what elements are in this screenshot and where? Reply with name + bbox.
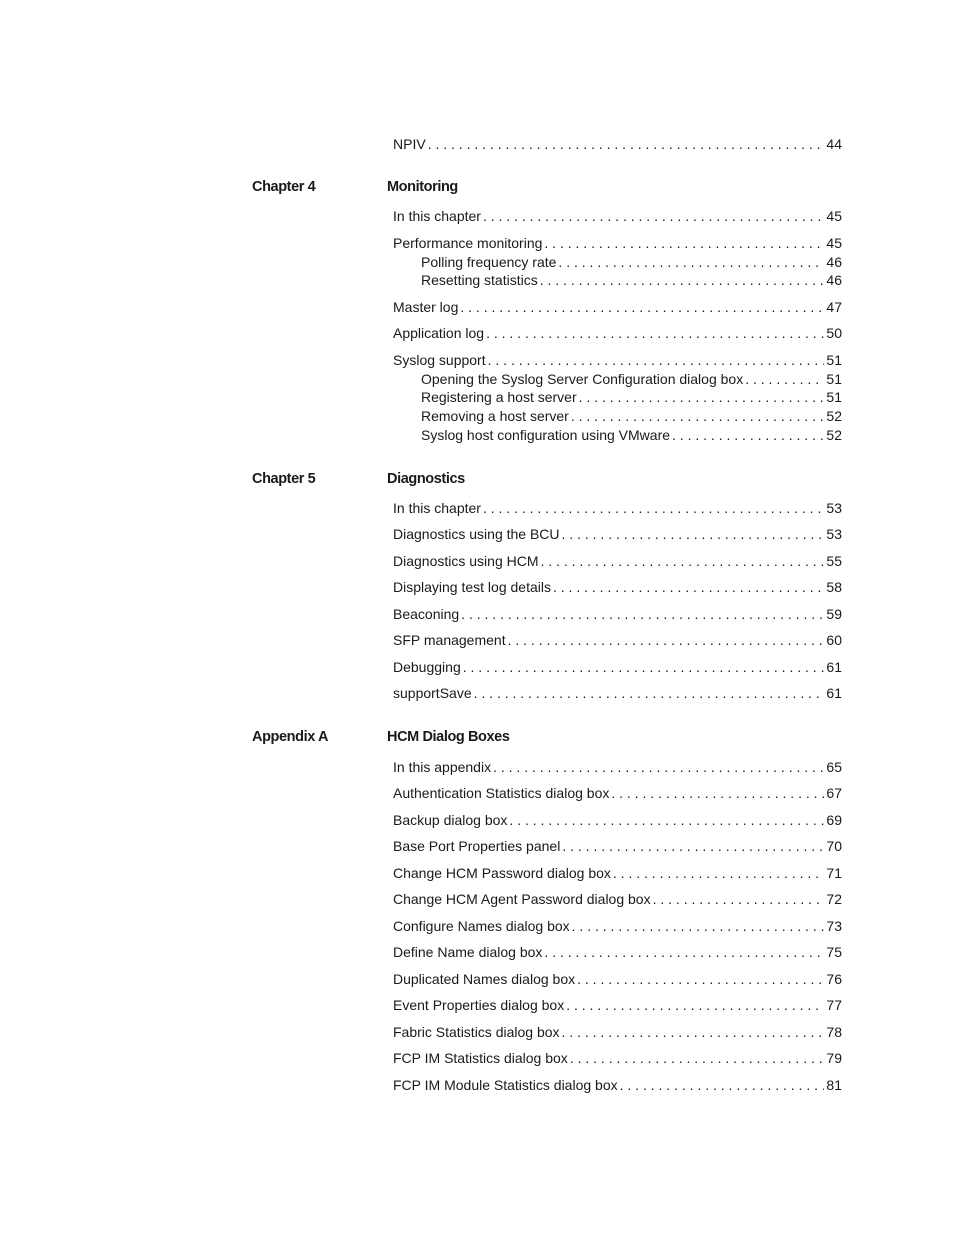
toc-entry[interactable] — [393, 605, 842, 623]
toc-entry-page: 76 — [826, 971, 842, 987]
toc-entry-page: 73 — [826, 918, 842, 934]
toc-entry-page: 51 — [826, 371, 842, 387]
toc-entry-title: In this chapter — [393, 208, 481, 224]
toc-entry[interactable] — [393, 1049, 842, 1067]
toc-entry-title: Event Properties dialog box — [393, 997, 565, 1013]
toc-entry-page: 65 — [826, 759, 842, 775]
toc-subentry[interactable] — [421, 253, 842, 271]
toc-entry-page: 69 — [826, 812, 842, 828]
toc-entry-page: 50 — [826, 325, 842, 341]
toc-entry[interactable] — [393, 525, 842, 543]
toc-entry-page: 45 — [826, 208, 842, 224]
toc-entry-title: Diagnostics using the BCU — [393, 526, 560, 542]
toc-entry-title: Syslog host configuration using VMware — [421, 427, 671, 443]
toc-entry[interactable] — [393, 324, 842, 342]
toc-entry[interactable] — [393, 917, 842, 935]
toc-entry-title: Opening the Syslog Server Configuration dialog box — [421, 371, 744, 387]
toc-entry-page: 61 — [826, 659, 842, 675]
toc-entry-title: In this chapter — [393, 500, 481, 516]
toc-entry-title: Resetting statistics — [421, 272, 538, 288]
toc-entry-page: 78 — [826, 1024, 842, 1040]
toc-entry-title: Removing a host server — [421, 408, 569, 424]
chapter-label: Chapter 4 — [252, 179, 316, 195]
toc-entry-page: 79 — [826, 1050, 842, 1066]
toc-entry[interactable] — [393, 837, 842, 855]
toc-entry[interactable] — [393, 298, 842, 316]
dot-leader — [483, 207, 824, 225]
toc-subentry[interactable] — [421, 370, 842, 388]
toc-entry[interactable] — [393, 499, 842, 517]
toc-entry-page: 53 — [826, 500, 842, 516]
toc-entry-title: Application log — [393, 325, 485, 341]
toc-entry[interactable] — [393, 234, 842, 252]
toc-subentry[interactable] — [421, 388, 842, 406]
toc-entry-title: NPIV — [393, 136, 426, 152]
toc-entry-title: FCP IM Module Statistics dialog box — [393, 1077, 618, 1093]
toc-entry[interactable] — [393, 970, 842, 988]
dot-leader — [483, 499, 824, 517]
toc-entry-title: Authentication Statistics dialog box — [393, 785, 610, 801]
dot-leader — [562, 1023, 825, 1041]
toc-entry-title: Base Port Properties panel — [393, 838, 561, 854]
toc-entry-page: 52 — [826, 408, 842, 424]
toc-entry-title: Duplicated Names dialog box — [393, 971, 576, 987]
dot-leader — [428, 135, 825, 153]
dot-leader — [672, 426, 824, 444]
toc-entry-page: 52 — [826, 427, 842, 443]
toc-entry-title: FCP IM Statistics dialog box — [393, 1050, 568, 1066]
toc-entry-title: Change HCM Agent Password dialog box — [393, 891, 651, 907]
toc-entry[interactable] — [393, 135, 842, 153]
dot-leader — [566, 996, 824, 1014]
chapter-title: Diagnostics — [387, 471, 465, 487]
dot-leader — [544, 943, 824, 961]
chapter-heading — [252, 727, 852, 747]
toc-entry-title: Fabric Statistics dialog box — [393, 1024, 560, 1040]
toc-entry-title: supportSave — [393, 685, 472, 701]
dot-leader — [745, 370, 824, 388]
toc-entry[interactable] — [393, 1076, 842, 1094]
toc-entry-page: 59 — [826, 606, 842, 622]
toc-entry-title: In this appendix — [393, 759, 492, 775]
dot-leader — [558, 253, 824, 271]
dot-leader — [488, 351, 825, 369]
toc-entry-title: Debugging — [393, 659, 461, 675]
dot-leader — [461, 605, 824, 623]
toc-entry-page: 72 — [826, 891, 842, 907]
toc-entry[interactable] — [393, 631, 842, 649]
toc-entry-page: 44 — [826, 136, 842, 152]
toc-entry[interactable] — [393, 811, 842, 829]
toc-entry[interactable] — [393, 864, 842, 882]
dot-leader — [577, 970, 824, 988]
toc-entry-title: SFP management — [393, 632, 506, 648]
dot-leader — [493, 758, 824, 776]
dot-leader — [571, 407, 825, 425]
toc-entry-title: Performance monitoring — [393, 235, 543, 251]
toc-entry-page: 77 — [826, 997, 842, 1013]
toc-entry-page: 46 — [826, 272, 842, 288]
toc-subentry[interactable] — [421, 271, 842, 289]
dot-leader — [553, 578, 824, 596]
dot-leader — [486, 324, 824, 342]
chapter-label: Appendix A — [252, 729, 329, 745]
toc-entry-title: Master log — [393, 299, 459, 315]
toc-entry-page: 67 — [826, 785, 842, 801]
toc-entry-page: 47 — [826, 299, 842, 315]
toc-entry-page: 71 — [826, 865, 842, 881]
dot-leader — [541, 552, 825, 570]
toc-entry-title: Change HCM Password dialog box — [393, 865, 611, 881]
toc-entry[interactable] — [393, 578, 842, 596]
toc-entry-page: 51 — [826, 389, 842, 405]
toc-entry-title: Displaying test log details — [393, 579, 551, 595]
toc-subentry[interactable] — [421, 426, 842, 444]
dot-leader — [460, 298, 824, 316]
dot-leader — [572, 917, 825, 935]
toc-entry[interactable] — [393, 684, 842, 702]
chapter-title: Monitoring — [387, 179, 458, 195]
dot-leader — [570, 1049, 825, 1067]
toc-entry[interactable] — [393, 784, 842, 802]
chapter-label: Chapter 5 — [252, 471, 316, 487]
toc-entry-title: Define Name dialog box — [393, 944, 543, 960]
dot-leader — [474, 684, 825, 702]
dot-leader — [613, 864, 825, 882]
toc-entry[interactable] — [393, 658, 842, 676]
chapter-heading — [252, 469, 852, 489]
toc-entry[interactable] — [393, 351, 842, 369]
toc-entry-page: 45 — [826, 235, 842, 251]
toc-entry-page: 61 — [826, 685, 842, 701]
toc-entry-title: Backup dialog box — [393, 812, 508, 828]
toc-entry-title: Syslog support — [393, 352, 486, 368]
dot-leader — [579, 388, 825, 406]
toc-entry-title: Registering a host server — [421, 389, 577, 405]
toc-entry-page: 81 — [826, 1077, 842, 1093]
toc-entry-page: 58 — [826, 579, 842, 595]
toc-entry-title: Polling frequency rate — [421, 254, 557, 270]
dot-leader — [611, 784, 824, 802]
chapter-title: HCM Dialog Boxes — [387, 729, 510, 745]
dot-leader — [540, 271, 825, 289]
toc-entry-title: Diagnostics using HCM — [393, 553, 539, 569]
toc-entry-title: Beaconing — [393, 606, 460, 622]
toc-entry[interactable] — [393, 890, 842, 908]
toc-entry[interactable] — [393, 996, 842, 1014]
toc-entry[interactable] — [393, 943, 842, 961]
dot-leader — [508, 631, 825, 649]
dot-leader — [463, 658, 825, 676]
dot-leader — [509, 811, 824, 829]
toc-entry-page: 46 — [826, 254, 842, 270]
toc-entry-page: 53 — [826, 526, 842, 542]
toc-entry[interactable] — [393, 207, 842, 225]
toc-entry-title: Configure Names dialog box — [393, 918, 570, 934]
toc-entry[interactable] — [393, 758, 842, 776]
toc-entry-page: 75 — [826, 944, 842, 960]
toc-entry[interactable] — [393, 1023, 842, 1041]
dot-leader — [562, 525, 825, 543]
dot-leader — [562, 837, 824, 855]
toc-entry-page: 70 — [826, 838, 842, 854]
toc-subentry[interactable] — [421, 407, 842, 425]
toc-entry-page: 55 — [826, 553, 842, 569]
dot-leader — [653, 890, 825, 908]
dot-leader — [544, 234, 824, 252]
toc-entry-page: 60 — [826, 632, 842, 648]
toc-entry[interactable] — [393, 552, 842, 570]
dot-leader — [620, 1076, 825, 1094]
toc-entry-page: 51 — [826, 352, 842, 368]
chapter-heading — [252, 177, 852, 197]
